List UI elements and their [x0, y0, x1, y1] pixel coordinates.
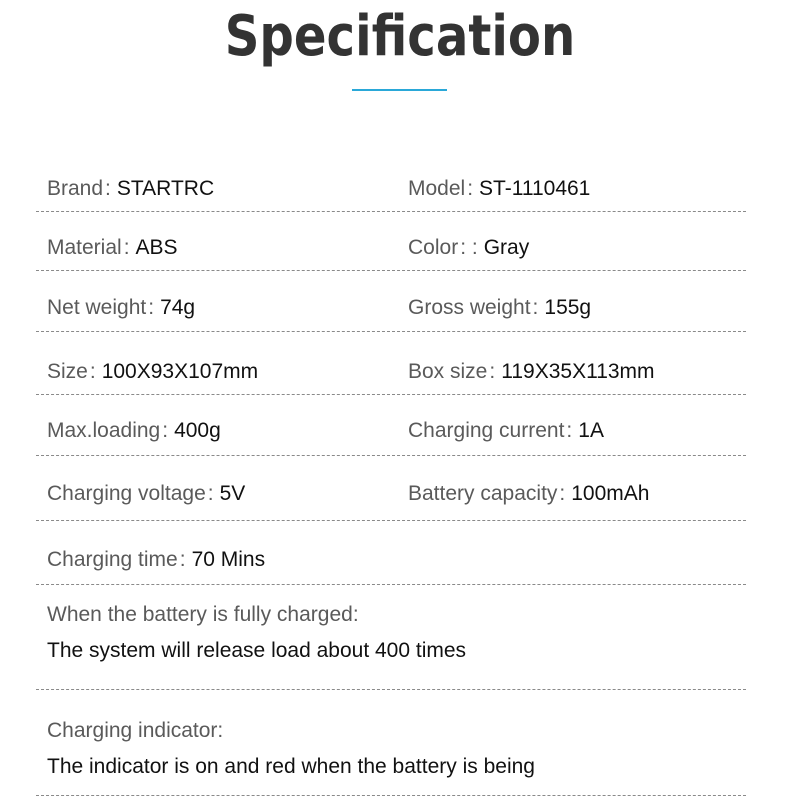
spec-label: Color	[408, 236, 459, 259]
spec-label: Net weight	[47, 296, 147, 319]
dashed-divider	[36, 455, 746, 456]
page-title: Specification	[224, 4, 576, 69]
spec-value: 400g	[174, 419, 221, 442]
spec-value: Gray	[483, 236, 530, 259]
spec-separator: : :	[460, 236, 478, 259]
note-text-release-load: The system will release load about 400 times	[47, 639, 467, 662]
spec-separator: :	[162, 419, 169, 442]
spec-value: 70 Mins	[191, 548, 266, 571]
spec-separator: :	[532, 296, 539, 319]
spec-label: Charging voltage	[47, 482, 206, 505]
spec-size	[47, 359, 258, 385]
spec-label: Size	[47, 360, 88, 383]
spec-label: Max.loading	[47, 419, 161, 442]
spec-value: 100mAh	[571, 482, 650, 505]
spec-charging-voltage	[47, 481, 245, 507]
note-label-fully-charged: When the battery is fully charged:	[47, 603, 359, 626]
spec-max-loading	[47, 418, 221, 444]
spec-value: 155g	[544, 296, 592, 319]
spec-separator: :	[123, 236, 130, 259]
spec-gross-weight	[408, 295, 591, 321]
spec-color	[408, 235, 529, 261]
spec-separator: :	[207, 482, 214, 505]
spec-material	[47, 235, 178, 261]
spec-charging-time	[47, 547, 265, 573]
spec-value: ABS	[135, 236, 178, 259]
spec-value: 119X35X113mm	[501, 360, 655, 383]
spec-separator: :	[179, 548, 186, 571]
spec-value: 1A	[578, 419, 604, 442]
spec-label: Box size	[408, 360, 488, 383]
spec-label: Charging current	[408, 419, 565, 442]
note-text-indicator: The indicator is on and red when the battery is being	[47, 755, 535, 778]
spec-value: 74g	[160, 296, 196, 319]
spec-net-weight	[47, 295, 195, 321]
spec-label: Model	[408, 177, 466, 200]
dashed-divider	[36, 795, 746, 796]
dashed-divider	[36, 520, 746, 521]
spec-charging-current	[408, 418, 604, 444]
spec-separator: :	[89, 360, 96, 383]
spec-value: STARTRC	[116, 177, 215, 200]
dashed-divider	[36, 584, 746, 585]
spec-separator: :	[148, 296, 155, 319]
spec-value: 5V	[219, 482, 246, 505]
spec-value: 100X93X107mm	[101, 360, 259, 383]
spec-value: ST-1110461	[479, 177, 591, 200]
spec-label: Brand	[47, 177, 104, 200]
spec-box-size	[408, 359, 655, 385]
dashed-divider	[36, 211, 746, 212]
spec-separator: :	[566, 419, 573, 442]
spec-brand	[47, 176, 214, 202]
title-accent-line	[352, 89, 447, 91]
dashed-divider	[36, 394, 746, 395]
spec-model	[408, 176, 590, 202]
spec-label: Gross weight	[408, 296, 531, 319]
spec-label: Material	[47, 236, 122, 259]
spec-separator: :	[489, 360, 496, 383]
spec-battery-capacity	[408, 481, 649, 507]
spec-label: Charging time	[47, 548, 178, 571]
note-label-charging-indicator: Charging indicator:	[47, 719, 224, 742]
spec-label: Battery capacity	[408, 482, 558, 505]
spec-separator: :	[467, 177, 474, 200]
spec-separator: :	[105, 177, 111, 200]
dashed-divider	[36, 689, 746, 690]
spec-separator: :	[559, 482, 566, 505]
dashed-divider	[36, 270, 746, 271]
dashed-divider	[36, 331, 746, 332]
